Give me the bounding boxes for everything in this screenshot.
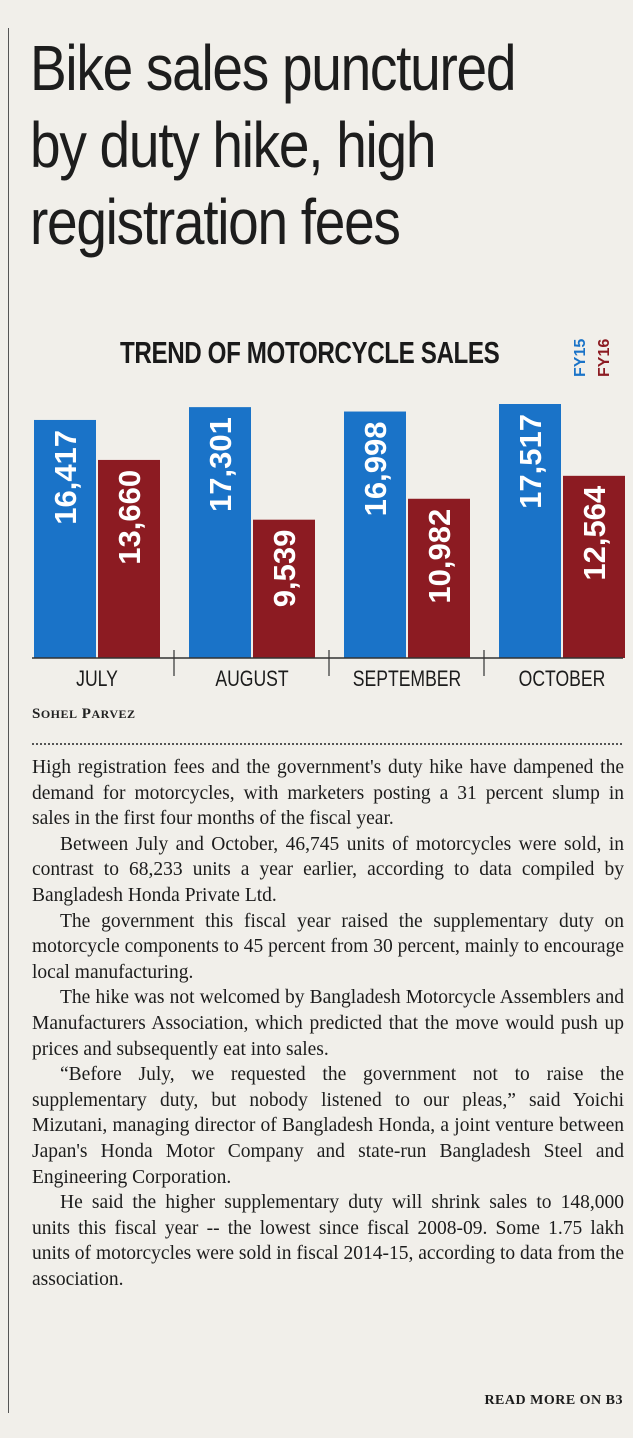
- paragraph: He said the higher supplementary duty will shrink sales to 148,000 units this fiscal year -- the lowest since fiscal 2008-09. Some 1.75 lakh units of motorcycles were sold in fiscal 2014-15, according to data from the association.: [32, 1192, 624, 1290]
- paragraph: High registration fees and the government's duty hike have dampened the demand for motorcycles, with marketers posting a 31 percent slump in sales in the first four months of the fiscal year.: [32, 757, 624, 830]
- data-label-fy15-october: 17,517: [513, 414, 548, 509]
- data-label-fy15-july: 16,417: [48, 429, 83, 525]
- separator: [32, 743, 622, 745]
- article-body: [32, 755, 624, 1292]
- headline-line-3: registration fees: [30, 186, 400, 258]
- read-more-link[interactable]: READ MORE ON B3: [484, 1393, 623, 1408]
- legend-fy16: FY16: [596, 338, 613, 377]
- chart-title: TREND OF MOTORCYCLE SALES: [120, 335, 500, 370]
- paragraph: The hike was not welcomed by Bangladesh Motorcycle Assemblers and Manufacturers Association, which predicted that the move would push up prices and subsequently eat into sales.: [32, 987, 624, 1060]
- bar-chart: [0, 0, 633, 700]
- data-label-fy16-september: 10,982: [422, 508, 457, 604]
- data-label-fy15-september: 16,998: [358, 421, 393, 517]
- x-tick-label: AUGUST: [215, 667, 289, 692]
- x-tick-label: SEPTEMBER: [352, 667, 462, 692]
- headline-line-2: by duty hike, high: [30, 109, 436, 181]
- headline-line-1: Bike sales punctured: [30, 32, 516, 104]
- paragraph: “Before July, we requested the government not to raise the supplementary duty, but nobody listened to our pleas,” said Yoichi Mizutani, managing director of Bangladesh Honda, a joint venture between Japan's Honda Motor Company and state-run Bangladesh Steel and Engineering Corporation.: [32, 1064, 624, 1188]
- paragraph: Between July and October, 46,745 units of motorcycles were sold, in contrast to 68,233 units a year earlier, according to data compiled by Bangladesh Honda Private Ltd.: [32, 833, 624, 906]
- byline: SOHEL PARVEZ: [32, 706, 136, 722]
- x-tick-label: OCTOBER: [518, 667, 606, 692]
- data-label-fy16-august: 9,539: [267, 529, 302, 608]
- data-label-fy16-july: 13,660: [112, 469, 147, 565]
- data-label-fy15-august: 17,301: [203, 417, 238, 512]
- legend-fy15: FY15: [572, 338, 589, 377]
- data-label-fy16-october: 12,564: [577, 485, 612, 581]
- paragraph: The government this fiscal year raised the supplementary duty on motorcycle components to 45 percent from 30 percent, mainly to encourage local manufacturing.: [32, 910, 624, 983]
- x-tick-label: JULY: [76, 667, 118, 692]
